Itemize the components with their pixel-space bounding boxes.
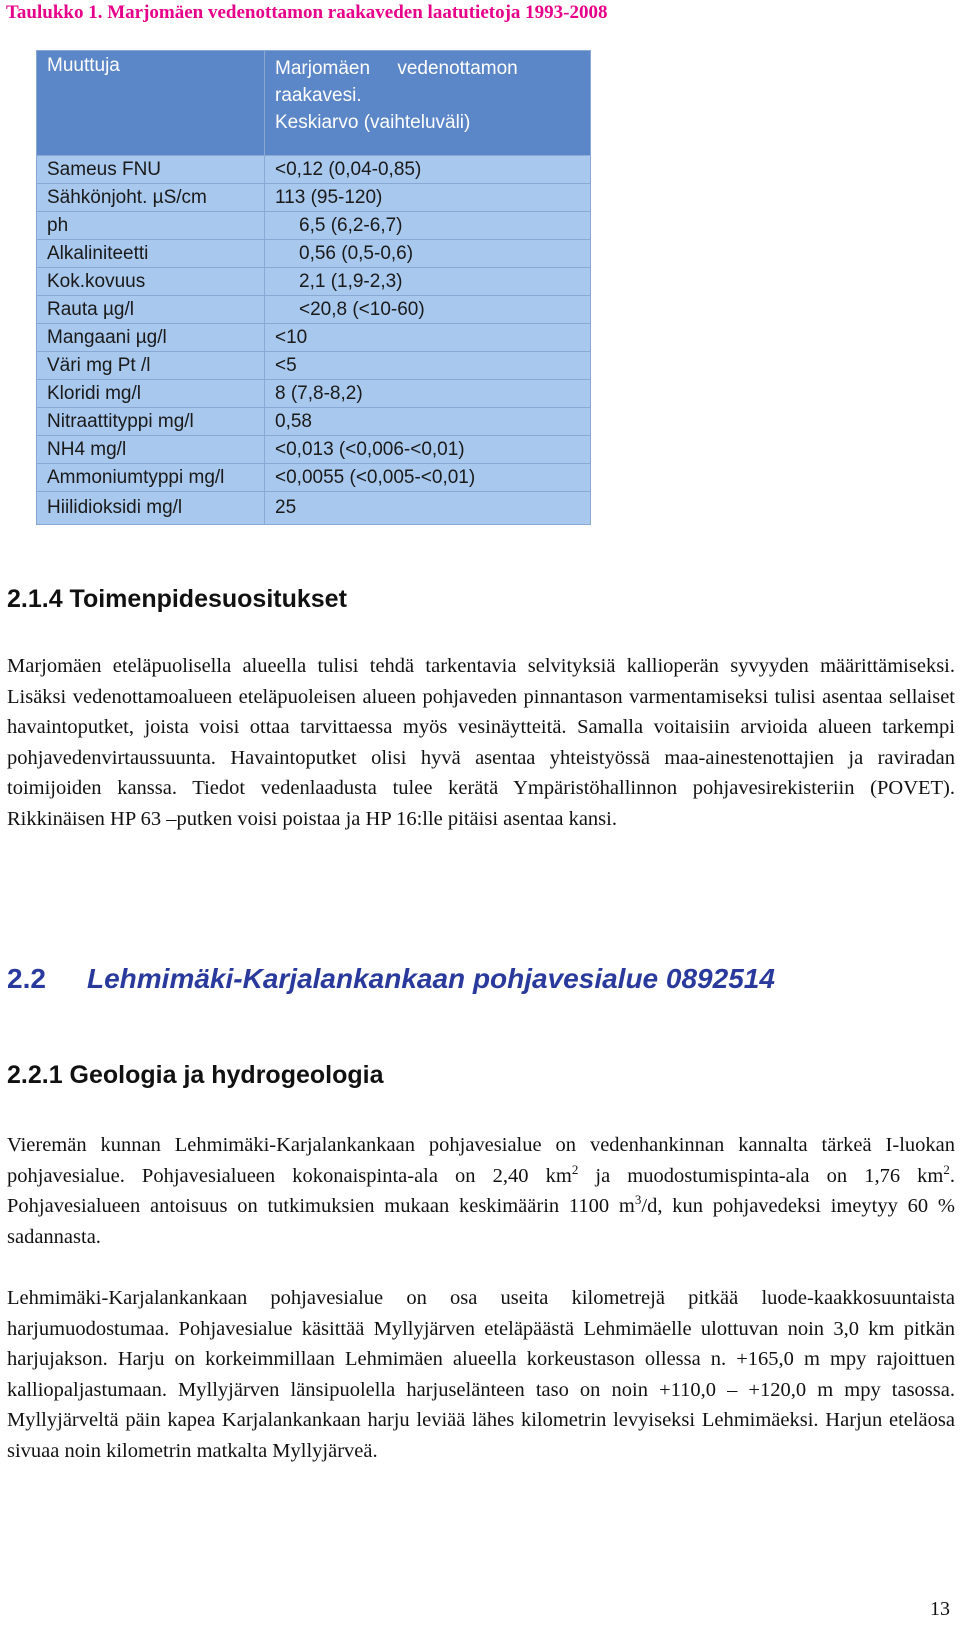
row-value: 0,58 (265, 408, 591, 436)
p1-sup-3: 3 (634, 1192, 642, 1208)
table-row (37, 156, 591, 184)
table-row (37, 324, 591, 352)
row-value: <0,12 (0,04-0,85) (265, 156, 591, 184)
row-name: Rauta µg/l (37, 296, 265, 324)
row-value: 2,1 (1,9-2,3) (265, 268, 591, 296)
table-row (37, 268, 591, 296)
table-row (37, 352, 591, 380)
paragraph-recommendations: Marjomäen eteläpuolisella alueella tulisi tehdä tarkentavia selvityksiä kallioperän syvyyden määrittämiseksi. Lisäksi vedenottamoalueen eteläpuoleisen alueen pohjaveden pinnantason varmentamiseksi tulisi asentaa sellaiset havaintoputket, joista voisi ottaa tarvittaessa myös vesinäytteitä. Samalla voitaisiin arvioida alueen tarkempi pohjavedenvirtaussuunta. Havaintoputket olisi hyvä asentaa yhteistyössä maa-ainestenottajien ja raviradan toimijoiden kanssa. Tiedot vedenlaadusta tulee kerätä Ympäristöhallinnon pohjavesirekisteriin (POVET). Rikkinäisen HP 63 –putken voisi poistaa ja HP 16:lle pitäisi asentaa kansi. (7, 655, 955, 830)
heading-2-2 (7, 963, 775, 995)
header-variable: Muuttuja (37, 51, 265, 156)
table-row (37, 464, 591, 492)
row-value: <0,0055 (<0,005-<0,01) (265, 464, 591, 492)
row-name: Hiilidioksidi mg/l (37, 492, 265, 525)
p1-sup-1: 2 (571, 1161, 579, 1177)
header-value-line1: Marjomäen vedenottamon (275, 58, 518, 79)
paragraph-geology-1 (7, 1130, 955, 1252)
row-value: 0,56 (0,5-0,6) (265, 240, 591, 268)
row-name: Nitraattityppi mg/l (37, 408, 265, 436)
row-name: Sähkönjoht. µS/cm (37, 184, 265, 212)
p1-text-b: ja muodostumispinta-ala on 1,76 km (578, 1164, 944, 1187)
row-value: 8 (7,8-8,2) (265, 380, 591, 408)
row-name: Sameus FNU (37, 156, 265, 184)
p1-text-a: Vieremän kunnan Lehmimäki-Karjalankankaan pohjavesialue on vedenhankinnan kannalta tärkeä I-luokan pohjavesialue. Pohjavesialueen kokonaispinta-ala on 2,40 km (7, 1134, 955, 1187)
row-value: 6,5 (6,2-6,7) (265, 212, 591, 240)
header-value (265, 51, 591, 156)
row-value: 113 (95-120) (265, 184, 591, 212)
table-header-row (37, 51, 591, 156)
heading-2-1-4: 2.1.4 Toimenpidesuositukset (7, 585, 347, 613)
p1-text-d: /d, kun pohjavedeksi imeytyy 60 % sadannasta. (7, 1195, 955, 1248)
p1-sup-2: 2 (943, 1161, 950, 1177)
row-value: <10 (265, 324, 591, 352)
p1-text-c: . Pohjavesialueen antoisuus on tutkimuksien mukaan keskimäärin 1100 m (7, 1164, 955, 1217)
row-name: Mangaani µg/l (37, 324, 265, 352)
row-name: NH4 mg/l (37, 436, 265, 464)
table-row (37, 184, 591, 212)
row-name: Kok.kovuus (37, 268, 265, 296)
water-quality-table (36, 50, 591, 525)
table-row (37, 296, 591, 324)
table-row (37, 380, 591, 408)
row-value: <20,8 (<10-60) (265, 296, 591, 324)
row-value: <0,013 (<0,006-<0,01) (265, 436, 591, 464)
heading-2-2-1: 2.2.1 Geologia ja hydrogeologia (7, 1061, 384, 1089)
row-value: <5 (265, 352, 591, 380)
row-name: Kloridi mg/l (37, 380, 265, 408)
page-number: 13 (930, 1598, 950, 1620)
row-value: 25 (265, 492, 591, 525)
heading-2-2-title: Lehmimäki-Karjalankankaan pohjavesialue 0892514 (87, 963, 775, 994)
table-row (37, 436, 591, 464)
table-caption: Taulukko 1. Marjomäen vedenottamon raakaveden laatutietoja 1993-2008 (6, 2, 608, 23)
table-row (37, 492, 591, 525)
header-value-line2: raakavesi. (275, 85, 362, 106)
row-name: ph (37, 212, 265, 240)
row-name: Alkaliniteetti (37, 240, 265, 268)
row-name: Väri mg Pt /l (37, 352, 265, 380)
heading-2-2-number: 2.2 (7, 963, 46, 994)
table-row (37, 212, 591, 240)
paragraph-geology-2: Lehmimäki-Karjalankankaan pohjavesialue on osa useita kilometrejä pitkää luode-kaakkosuuntaista harjumuodostumaa. Pohjavesialue käsittää Myllyjärven eteläpäästä Lehmimäelle ulottuvan noin 3,0 km pitkän harjujakson. Harju on korkeimmillaan Lehmimäen alueella korkeustason ollessa n. +165,0 m mpy rajoittuen kalliopaljastumaan. Myllyjärven länsipuolella harjuselänteen taso on noin +110,0 – +120,0 m mpy tasossa. Myllyjärveltä päin kapea Karjalankankaan harju leviää lähes kilometrin levyiseksi Lehmimäeksi. Harjun eteläosa sivuaa noin kilometrin matkalta Myllyjärveä. (7, 1287, 955, 1462)
row-name: Ammoniumtyppi mg/l (37, 464, 265, 492)
table-row (37, 408, 591, 436)
table-row (37, 240, 591, 268)
header-value-line3: Keskiarvo (vaihteluväli) (275, 112, 471, 133)
